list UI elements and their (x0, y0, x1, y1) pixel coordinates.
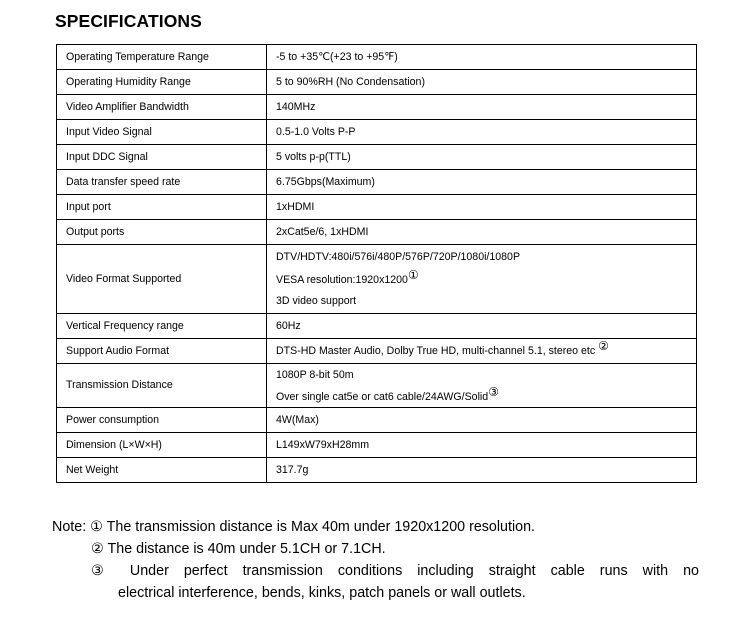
spec-value-text: -5 to +35℃(+23 to +95℉) (276, 50, 398, 63)
spec-label: Video Amplifier Bandwidth (57, 95, 267, 120)
note-1-text: ① The transmission distance is Max 40m under 1920x1200 resolution. (90, 519, 536, 535)
spec-value-line (276, 339, 609, 357)
spec-value (267, 245, 697, 314)
spec-value-text: 1xHDMI (276, 200, 315, 213)
spec-value-line (276, 76, 425, 88)
spec-row (57, 170, 697, 195)
spec-row (57, 339, 697, 364)
spec-label: Support Audio Format (57, 339, 267, 364)
spec-value-line (276, 126, 356, 138)
spec-value-text: 60Hz (276, 319, 301, 332)
spec-value-line (276, 365, 696, 386)
spec-value-line (276, 246, 696, 268)
spec-label: Operating Humidity Range (57, 70, 267, 95)
spec-row (57, 433, 697, 458)
note-prefix: Note: (52, 519, 91, 535)
spec-label: Transmission Distance (57, 364, 267, 408)
spec-value-line (276, 101, 315, 113)
spec-value-line (276, 439, 369, 451)
spec-label: Dimension (L×W×H) (57, 433, 267, 458)
spec-value (267, 458, 697, 483)
spec-value-line (276, 290, 696, 312)
spec-value-text: 1080P 8-bit 50m (276, 368, 354, 381)
spec-value (267, 170, 697, 195)
spec-value-text: Over single cat5e or cat6 cable/24AWG/Solid (276, 390, 489, 403)
footnote-mark: ② (598, 339, 609, 353)
spec-value-line (276, 386, 696, 407)
spec-label: Output ports (57, 220, 267, 245)
spec-value-text: DTS-HD Master Audio, Dolby True HD, multi-channel 5.1, stereo etc (276, 345, 599, 357)
footnote-mark: ① (407, 268, 419, 282)
spec-value-line (276, 226, 368, 238)
spec-label: Data transfer speed rate (57, 170, 267, 195)
spec-row (57, 245, 697, 314)
specifications-table (56, 44, 697, 483)
note-3-line-2: electrical interference, bends, kinks, patch panels or wall outlets. (118, 585, 526, 601)
spec-label: Input port (57, 195, 267, 220)
spec-value (267, 364, 697, 408)
spec-value-line (276, 268, 696, 290)
spec-row (57, 120, 697, 145)
spec-value (267, 195, 697, 220)
spec-row (57, 70, 697, 95)
spec-row (57, 408, 697, 433)
spec-value-line (276, 201, 314, 213)
spec-row (57, 458, 697, 483)
spec-row (57, 145, 697, 170)
spec-label: Vertical Frequency range (57, 314, 267, 339)
spec-value-line (276, 51, 398, 63)
spec-value (267, 433, 697, 458)
spec-value-text: 5 to 90%RH (No Condensation) (276, 75, 425, 88)
spec-label: Operating Temperature Range (57, 45, 267, 70)
spec-value (267, 339, 697, 364)
spec-value (267, 408, 697, 433)
spec-value-line (276, 176, 375, 188)
spec-value-text: 317.7g (276, 463, 309, 476)
note-1 (52, 516, 712, 538)
spec-value (267, 220, 697, 245)
spec-value (267, 314, 697, 339)
spec-value-text: 140MHz (276, 100, 316, 113)
spec-row (57, 314, 697, 339)
spec-value (267, 70, 697, 95)
spec-label: Input DDC Signal (57, 145, 267, 170)
spec-value-text: DTV/HDTV:480i/576i/480P/576P/720P/1080i/1080P (276, 251, 521, 263)
page-title: SPECIFICATIONS (55, 11, 202, 31)
spec-value (267, 95, 697, 120)
spec-value-text: 6.75Gbps(Maximum) (276, 175, 375, 188)
spec-value (267, 45, 697, 70)
spec-value-text: L149xW79xH28mm (276, 438, 370, 451)
spec-row (57, 45, 697, 70)
spec-value-text: 4W(Max) (276, 413, 319, 426)
spec-value-line (276, 464, 308, 476)
spec-label: Power consumption (57, 408, 267, 433)
spec-label: Video Format Supported (57, 245, 267, 314)
spec-value-line (276, 414, 319, 426)
spec-value (267, 145, 697, 170)
footnote-mark: ③ (488, 384, 499, 399)
spec-value-line (276, 151, 351, 163)
spec-value-text: VESA resolution:1920x1200 (276, 274, 408, 286)
spec-row (57, 220, 697, 245)
notes-section (52, 516, 712, 604)
spec-label: Net Weight (57, 458, 267, 483)
spec-value-text: 0.5-1.0 Volts P-P (276, 125, 356, 138)
specifications-table-body (57, 45, 697, 483)
note-2: ② The distance is 40m under 5.1CH or 7.1CH. (91, 541, 386, 557)
spec-value-line (276, 320, 301, 332)
spec-row (57, 195, 697, 220)
spec-value-text: 3D video support (276, 295, 357, 307)
spec-value-text: 5 volts p-p(TTL) (276, 150, 351, 163)
note-3-line-1: ③ Under perfect transmission conditions including straight cable runs with no (91, 563, 699, 579)
spec-row (57, 95, 697, 120)
spec-row (57, 364, 697, 408)
spec-value-text: 2xCat5e/6, 1xHDMI (276, 225, 369, 238)
spec-value (267, 120, 697, 145)
spec-label: Input Video Signal (57, 120, 267, 145)
